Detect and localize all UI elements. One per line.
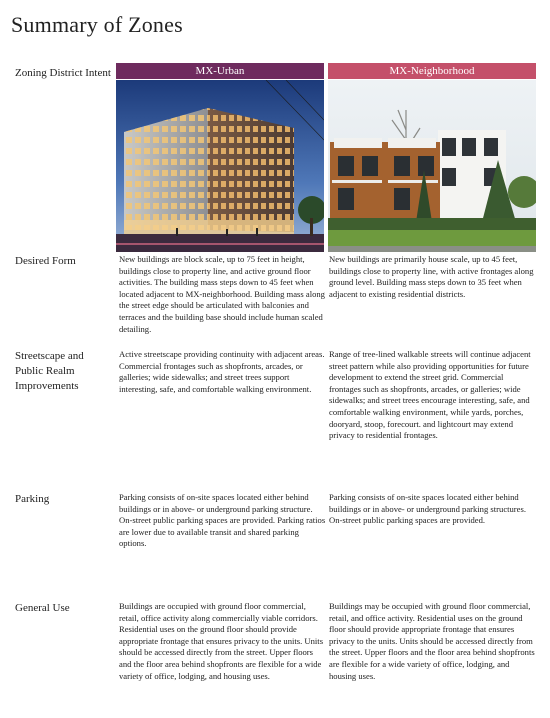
form-mx-urban: New buildings are block scale, up to 75 feet in height, buildings close to property line, and active ground floor activities. The building mass steps down to 45 feet when located adjacent to MX-neighborhood. Building mass along the street edge should be articulated with balconies and terraces and the building base should include human scaled detailing. (119, 254, 325, 334)
row-label-form: Desired Form (15, 255, 76, 267)
mx-neighborhood-photo (328, 80, 536, 252)
row-label-streetscape: Streetscape and Public Realm Improvements (15, 350, 84, 392)
row-label-parking: Parking (15, 493, 50, 505)
mx-urban-photo (116, 80, 324, 252)
streetscape-mx-neighborhood: Range of tree-lined walkable streets will continue adjacent street pattern while also providing opportunities for future development to extend the street grid. Commercial frontages such as shopfronts, arcades, or galleries; wide sidewalks; and street trees encourage interesting, safe, and comfortable walking environment, while yards, porches, dooryard, stoop, forecourt. and lightcourt may extend privacy to residential frontages. (329, 349, 531, 441)
use-mx-neighborhood: Buildings may be occupied with ground floor commercial, retail, and office activity. Residential uses on the ground floor should provide appropriate frontage that ensures privacy to the units. Units should be accessed directly from the street. Upper floors and the floor area behind shopfronts are flexible for a wide variety of office, lodging, and housing uses. (329, 601, 535, 681)
column-header-mx-urban: MX-Urban (116, 63, 324, 79)
parking-mx-urban: Parking consists of on-site spaces located either behind buildings or in above- or underground parking structure. On-street public parking spaces are provided. Parking ratios are lower due to available transit and shared parking options. (119, 492, 326, 549)
parking-mx-neighborhood: Parking consists of on-site spaces located either behind buildings or in above- or underground parking structures. On-street public parking spaces are provided. (329, 492, 526, 526)
use-mx-urban: Buildings are occupied with ground floor commercial, retail, office activity along commercially viable corridors. Residential uses on the ground floor should provide appropriate frontage that ensures privacy to the units. Units should be accessed directly from the street. Upper floors and the floor area behind shopfronts are flexible for a wide variety of office, lodging, and housing uses. (119, 601, 324, 681)
row-label-intent: Zoning District Intent (15, 67, 111, 79)
page-title: Summary of Zones (11, 12, 183, 37)
column-header-mx-neighborhood: MX-Neighborhood (328, 63, 536, 79)
streetscape-mx-urban: Active streetscape providing continuity with adjacent areas. Commercial frontages such as shopfronts, arcades, or galleries; wide sidewalks; and street trees support interesting, safe, and comfortable walking environment. (119, 349, 325, 394)
row-label-use: General Use (15, 602, 70, 614)
form-mx-neighborhood: New buildings are primarily house scale, up to 45 feet, buildings close to property line, with active frontages along ground level. Building mass steps down to 35 feet when adjacent to existing residential districts. (329, 254, 534, 299)
